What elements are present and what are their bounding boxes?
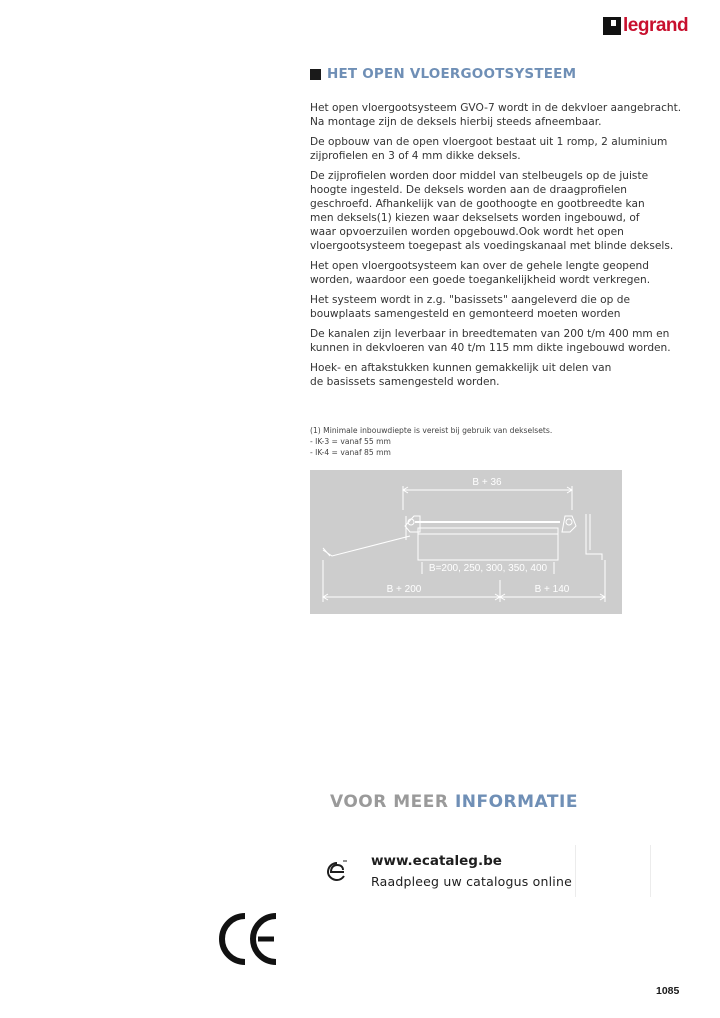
body-text — [310, 101, 682, 395]
dim-label-top: B + 36 — [472, 477, 502, 488]
ce-mark-icon — [216, 908, 278, 970]
brand-name: legrand — [623, 15, 689, 36]
legrand-mark-icon — [603, 17, 621, 35]
paragraph: De opbouw van de open vloergoot bestaat uit 1 romp, 2 aluminium zijprofielen en 3 of 4 mm dikke deksels. — [310, 136, 668, 162]
more-info-part2: INFORMATIE — [454, 792, 578, 812]
paragraph: Het open vloergootsysteem kan over de gehele lengte geopend worden, waardoor een goede toegankelijkheid wordt verkregen. — [310, 260, 651, 286]
paragraph: Het systeem wordt in z.g. "basissets" aangeleverd die op de bouwplaats samengesteld en gemonteerd moeten worden — [310, 294, 631, 320]
paragraph: De zijprofielen worden door middel van stelbeugels op de juiste hoogte ingesteld. De deksels worden aan de draagprofielen geschroefd. Afhankelijk van de goothoogte en gootbreedte kan men deksels(1) kiezen waar dekselsets worden ingebouwd, of waar opvoerzuilen worden opgebouwd.Ook wordt het open vloergootsysteem toegepast als voedingskanaal met blinde deksels. — [310, 170, 674, 252]
footnote — [310, 425, 682, 458]
paragraph: Het open vloergootsysteem GVO-7 wordt in de dekvloer aangebracht. Na montage zijn de deksels hierbij steeds afneembaar. — [310, 102, 682, 128]
more-info-part1: VOOR MEER — [330, 792, 449, 812]
dim-label-left: B + 200 — [386, 584, 422, 595]
more-info-heading — [330, 792, 578, 812]
footnote-line: - IK-3 = vanaf 55 mm — [310, 437, 391, 446]
footnote-line: (1) Minimale inbouwdiepte is vereist bij gebruik van dekselsets. — [310, 426, 553, 435]
ecataleg-icon — [325, 859, 349, 883]
ecataleg-link[interactable]: www.ecataleg.be — [371, 853, 502, 869]
ecataleg-block — [325, 845, 655, 897]
divider — [650, 845, 651, 897]
heading-bullet-icon — [310, 69, 321, 80]
cross-section-diagram — [310, 470, 622, 614]
dim-label-widths: B=200, 250, 300, 350, 400 — [428, 563, 548, 574]
section-title: HET OPEN VLOERGOOTSYSTEEM — [327, 66, 577, 82]
ecataleg-subtitle: Raadpleeg uw catalogus online — [371, 874, 572, 889]
section-heading — [310, 66, 576, 82]
dim-label-right: B + 140 — [534, 584, 570, 595]
cross-section-drawing — [310, 470, 622, 614]
page-number: 1085 — [656, 985, 680, 997]
paragraph: De kanalen zijn leverbaar in breedtematen van 200 t/m 400 mm en kunnen in dekvloeren van 40 t/m 115 mm dikte ingebouwd worden. — [310, 328, 671, 354]
divider — [575, 845, 576, 897]
legrand-logo — [603, 14, 688, 38]
footnote-line: - IK-4 = vanaf 85 mm — [310, 448, 391, 457]
paragraph: Hoek- en aftakstukken kunnen gemakkelijk uit delen van de basissets samengesteld worden. — [310, 362, 612, 388]
